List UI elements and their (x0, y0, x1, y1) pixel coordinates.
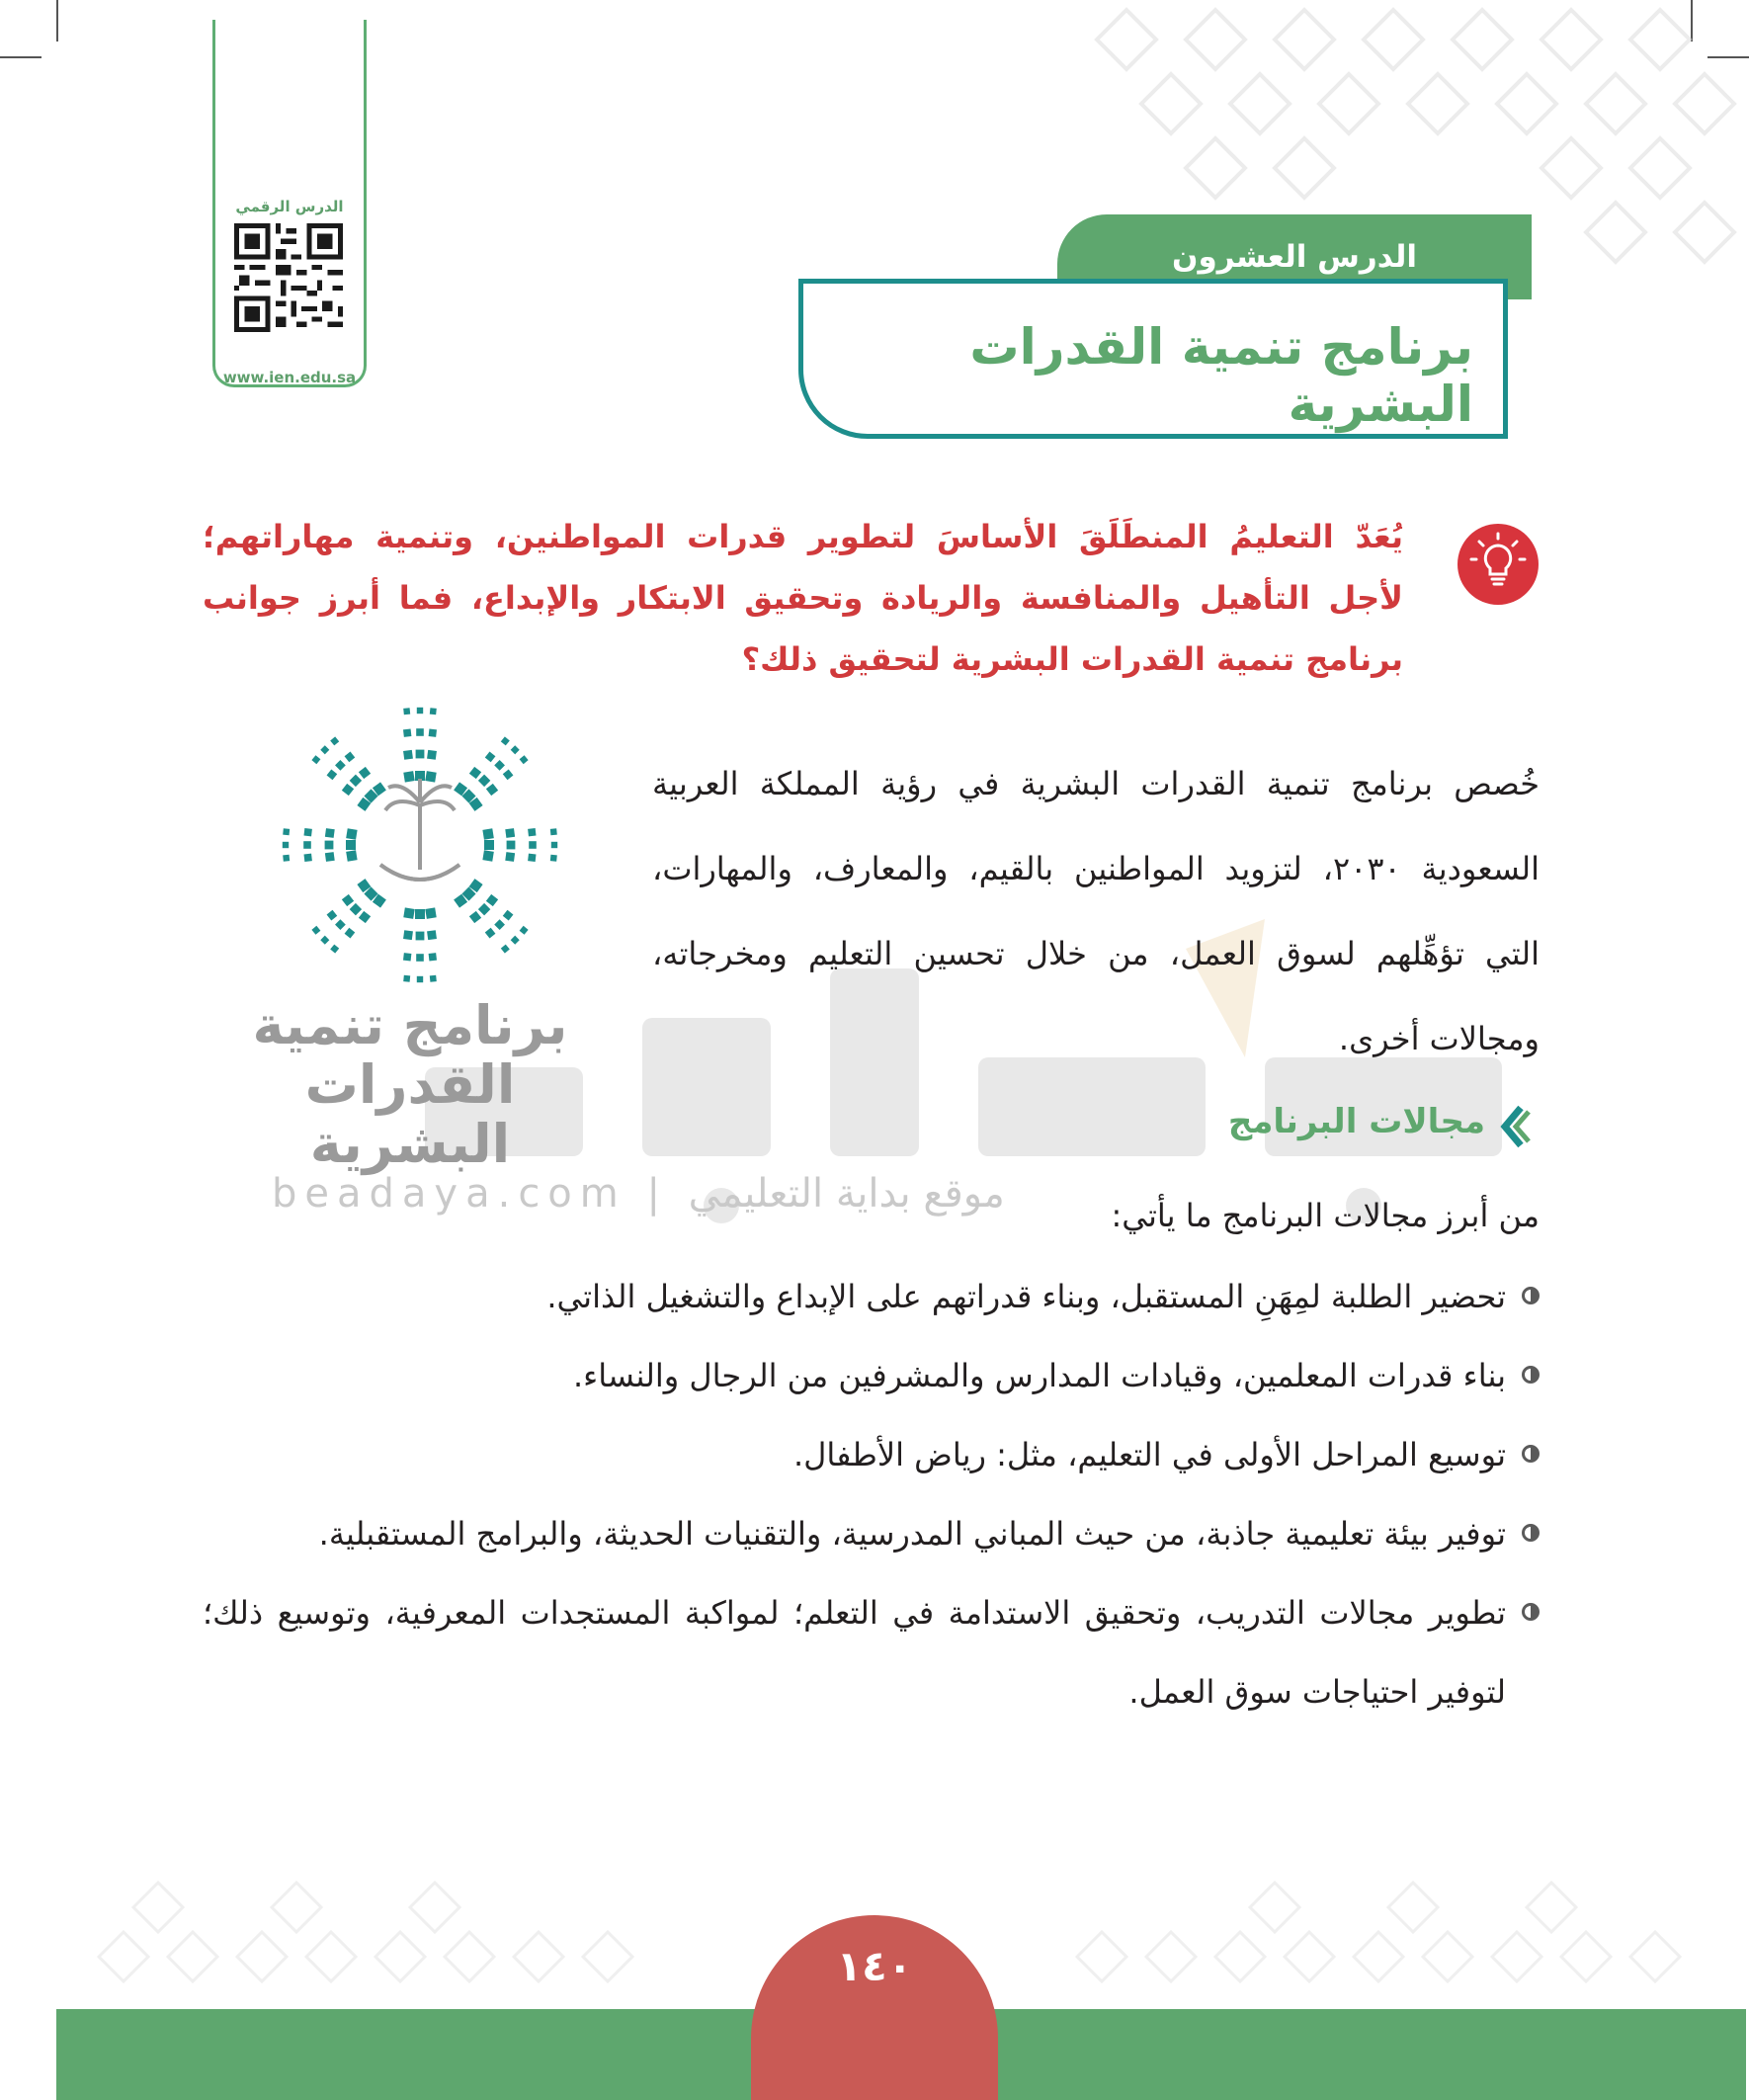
list-item (203, 1415, 1540, 1494)
section-lead: من أبرز مجالات البرنامج ما يأتي: (1111, 1197, 1540, 1234)
logo-square (485, 928, 496, 939)
logo-square (511, 936, 520, 945)
digital-lesson-label: الدرس الرقمي (235, 198, 344, 215)
logo-square (486, 784, 498, 796)
program-areas-list (203, 1257, 1540, 1731)
logo-square (325, 841, 334, 850)
logo-square (505, 852, 515, 862)
list-item-text: تطوير مجالات التدريب، وتحقيق الاستدامة في التعلم؛ لمواكبة المستجدات المعرفية، وتوسيع ذلك؛ لتوفير احتياجات سوق العمل. (203, 1594, 1506, 1711)
digital-lesson-url[interactable]: www.ien.edu.sa (222, 369, 357, 386)
digital-lesson-box[interactable] (212, 20, 367, 387)
logo-square (346, 850, 357, 861)
logo-square (520, 755, 529, 764)
intro-question: يُعَدّ التعليمُ المنطَلَقَ الأساسَ لتطوير قدرات المواطنين، وتنمية مهاراتهم؛ لأجل التأهيل والمنافسة والريادة وتحقيق الابتكار والإبداع، فما أبرز جوانب برنامج تنمية القدرات البشرية لتحقيق ذلك؟ (203, 518, 1403, 678)
logo-square (359, 767, 371, 779)
logo-square (403, 953, 411, 961)
logo-square (425, 907, 436, 918)
logo-square (429, 729, 437, 737)
list-item (203, 1336, 1540, 1415)
program-logo-line1: برنامج تنمية (252, 994, 568, 1056)
logo-square (403, 907, 414, 918)
logo-square (304, 828, 312, 836)
logo-square (320, 936, 329, 945)
logo-square (427, 750, 437, 760)
logo-square (503, 910, 514, 921)
list-item-text: تحضير الطلبة لمِهَنِ المستقبل، وبناء قدراتهم على الإبداع والتشغيل الذاتي. (546, 1278, 1506, 1315)
logo-square (403, 708, 410, 714)
logo-square (342, 784, 354, 796)
logo-square (520, 926, 529, 935)
logo-square (425, 771, 436, 782)
crop-mark (0, 56, 42, 58)
list-item (203, 1257, 1540, 1336)
logo-square (485, 752, 496, 763)
bullet-icon (1522, 1287, 1540, 1304)
logo-square (416, 728, 424, 736)
logo-square (311, 755, 320, 764)
logo-square (325, 828, 335, 838)
logo-square (494, 760, 505, 771)
logo-square (283, 855, 290, 862)
logo-square (551, 842, 557, 848)
saudi-emblem-icon (267, 692, 573, 998)
logo-square (335, 760, 346, 771)
logo-square (350, 903, 362, 915)
logo-square (429, 953, 437, 961)
logo-square (550, 855, 557, 862)
logo-square (494, 919, 505, 930)
logo-square (469, 767, 481, 779)
logo-square (482, 828, 493, 839)
logo-square (335, 919, 346, 930)
logo-square (501, 736, 510, 745)
logo-square (415, 909, 425, 919)
logo-square (503, 770, 514, 781)
crop-mark (56, 0, 58, 42)
page-number: ١٤٠ (836, 1942, 913, 1990)
logo-square (416, 932, 425, 941)
qr-code-icon[interactable] (234, 223, 343, 332)
list-item-text: بناء قدرات المعلمين، وقيادات المدارس والمشرفين من الرجال والنساء. (572, 1357, 1506, 1394)
logo-square (484, 840, 494, 850)
logo-square (325, 852, 335, 862)
logo-square (403, 729, 411, 737)
bullet-icon (1522, 1445, 1540, 1463)
logo-square (346, 840, 356, 850)
logo-square (486, 894, 498, 906)
logo-square (417, 976, 423, 982)
logo-square (330, 736, 339, 745)
logo-square (283, 828, 290, 835)
logo-square (482, 850, 493, 861)
program-logo-name (247, 996, 573, 1174)
logo-square (304, 854, 312, 862)
logo-square (345, 928, 356, 939)
program-logo-line2: القدرات البشرية (304, 1053, 516, 1175)
logo-square (327, 770, 338, 781)
logo-square (345, 752, 356, 763)
logo-square (283, 842, 289, 848)
logo-square (528, 828, 536, 836)
list-item-text: توسيع المراحل الأولى في التعليم، مثل: رياض الأطفال. (792, 1436, 1506, 1473)
logo-square (528, 854, 536, 862)
logo-square (501, 945, 510, 954)
logo-square (350, 775, 362, 787)
bullet-icon (1522, 1603, 1540, 1621)
logo-square (403, 750, 413, 760)
palm-swords-emblem (380, 779, 459, 880)
logo-square (311, 926, 320, 935)
lesson-number-tab: الدرس العشرون (1057, 214, 1532, 299)
lesson-title: برنامج تنمية القدرات البشرية (969, 318, 1473, 433)
logo-square (342, 894, 354, 906)
intro-paragraph: خُصص برنامج تنمية القدرات البشرية في رؤية المملكة العربية السعودية ٢٠٣٠، لتزويد المواطنين بالقيم، والمعارف، والمهارات، التي تؤهِّلهم لسوق العمل، من خلال تحسين التعليم ومخرجاته، ومجالات أخرى. (652, 765, 1541, 1057)
list-item (203, 1573, 1540, 1731)
logo-square (320, 745, 329, 754)
logo-square (478, 903, 490, 915)
logo-square (469, 911, 481, 923)
logo-square (507, 841, 516, 850)
section-heading: مجالات البرنامج (1227, 1102, 1485, 1141)
list-item-text: توفير بيئة تعليمية جاذبة، من حيث المباني المدرسية، والتقنيات الحديثة، والبرامج المستقبلية. (318, 1515, 1506, 1553)
bullet-icon (1522, 1524, 1540, 1542)
logo-square (403, 771, 414, 782)
logo-square (346, 828, 357, 839)
list-item (203, 1494, 1540, 1573)
watermark-text: beadaya.com | موقع بداية التعليمي (272, 1171, 1005, 1217)
logo-square (478, 775, 490, 787)
logo-square (417, 708, 423, 714)
logo-square (427, 930, 437, 940)
logo-square (327, 910, 338, 921)
logo-square (430, 975, 437, 982)
logo-square (529, 841, 537, 849)
lesson-title-box (798, 279, 1508, 439)
logo-square (511, 745, 520, 754)
logo-square (403, 975, 410, 982)
logo-square (416, 954, 424, 962)
bullet-icon (1522, 1366, 1540, 1384)
logo-square (505, 828, 515, 838)
logo-square (403, 930, 413, 940)
logo-square (330, 945, 339, 954)
logo-square (303, 841, 311, 849)
logo-square (550, 828, 557, 835)
logo-square (430, 708, 437, 714)
logo-square (359, 911, 371, 923)
logo-square (416, 750, 425, 759)
lightbulb-icon (1458, 524, 1539, 605)
